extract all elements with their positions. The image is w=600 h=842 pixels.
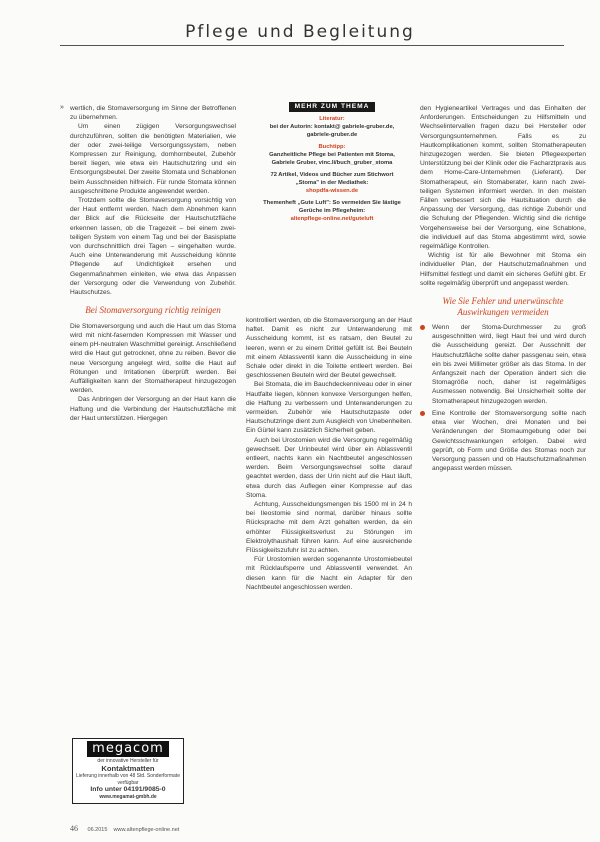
info-box-heading: MEHR ZUM THEMA bbox=[289, 102, 376, 112]
info-box bbox=[262, 102, 402, 300]
paragraph: Die Stomaversorgung und auch die Haut um das Stoma wird mit nicht-fasernden Kompressen mit Wasser und einem pH-neutralen Waschmittel gereinigt. Anschließend wird die Haut gut getrocknet, ohne zu reiben. Bevor die neue Versorgung angelegt wird, sollte die Haut auf Rötungen und Irritationen überprüft werden. Bei Auffälligkeiten kann der Stomatherapeut hinzugezogen werden. bbox=[70, 322, 236, 395]
issue-date: 06.2015 bbox=[87, 827, 108, 833]
column-middle bbox=[246, 316, 412, 839]
continuation-arrow-icon: » bbox=[60, 104, 64, 111]
list-item-text: Wenn der Stoma-Durchmesser zu groß ausgeschnitten wird, liegt Haut frei und wird durch die Ausscheidung gereizt. Der Ausschnitt der Hautschutzfläche sollte daher passgenau sein, etwa ein bis zwei Millimeter größer als das Stoma. In der Anfangszeit nach der Operation ändert sich die Stomagröße noch, daher ist regelmäßiges Ausmessen notwendig. Bei Unsicherheit sollte der Stomatherapeut hinzugezogen werden. bbox=[432, 324, 586, 405]
paragraph: Für Urostomien werden sogenannte Urostomiebeutel mit Rücklaufsperre und Ablassventil verwendet. An diesen kann für die Nacht ein Adapter für den Nachtbeutel angeschlossen werden. bbox=[246, 556, 412, 591]
page-number: 46 bbox=[70, 824, 78, 833]
paragraph: Bei Stomata, die im Bauchdeckenniveau oder in einer Hautfalte liegen, können konvexe Versorgungen helfen, die Haftung zu verbessern und Unterwanderungen zu vermeiden. Zubehör wie Hautschutzpaste oder Hautschutzringe dient zum Ausgleich von Unebenheiten. Ein Gürtel kann zusätzlich Sicherheit geben. bbox=[246, 381, 412, 435]
column-left bbox=[70, 104, 236, 754]
info-media bbox=[262, 171, 402, 195]
advertisement[interactable] bbox=[72, 738, 184, 804]
footer-website: www.altenpflege-online.net bbox=[113, 827, 180, 833]
paragraph: Trotzdem sollte die Stomaversorgung vorsichtig von der Haut entfernt werden. Nach dem Abnehmen kann der Blick auf die Rückseite der Hautschutzfläche erkennen lassen, ob die Tragezeit – bei einem zwei-teiligen System von einem Tag und bei der Basisplatte von durchschnittlich drei Tagen – eingehalten wurde. Auch eine Unterwanderung mit Ausscheidung könnte Pflegende auf Undichtigkeit ersehen und Gegenmaßnahmen einleiten, wie etwa das Anpassen der Versorgung oder die Verwendung von Zubehör. Hautschutzes. bbox=[70, 197, 236, 297]
media-link[interactable]: shopdfa-wissen.de bbox=[305, 188, 359, 194]
bullet-dot-icon bbox=[420, 325, 425, 330]
ad-phone: Info unter 04191/9085-0 bbox=[90, 786, 166, 794]
ad-logo: megacom bbox=[87, 741, 169, 757]
literature-text: bei der Autorin: kontakt@ gabriele-gruber.de, gabriele-gruber.de bbox=[269, 124, 395, 138]
page-footer bbox=[70, 824, 179, 833]
section-heading: Wie Sie Fehler und unerwünschte Auswirkungen vermeiden bbox=[442, 296, 564, 317]
list-item bbox=[420, 323, 586, 406]
paragraph: Wichtig ist für alle Bewohner mit Stoma ein individueller Plan, der Hautschutzmaßnahmen und Hilfsmittel festlegt und damit ein sicheres Gefühl gibt. Er sollte regelmäßig überprüft und angepasst werden. bbox=[420, 252, 586, 287]
paragraph: Das Anbringen der Versorgung an der Haut kann die Haftung und die Verbindung der Hautschutzfläche mit der Haut unterstützen. Hiergegen bbox=[70, 396, 236, 422]
paragraph: wertlich, die Stomaversorgung im Sinne der Betroffenen zu übernehmen. bbox=[70, 105, 236, 122]
info-literature bbox=[262, 115, 402, 139]
paragraph: Achtung, Ausscheidungsmengen bis 1500 ml in 24 h bei Ileostomie sind normal, darüber hinaus sollte Rücksprache mit dem Arzt gehalten werden, da ein erhöhter Flüssigkeitsverlust zu Störungen im Elektrolythaushalt führen kann. Auf eine ausreichende Flüssigkeitszufuhr ist zu achten. bbox=[246, 501, 412, 555]
title-rule bbox=[60, 45, 564, 46]
media-text: 72 Artikel, Videos und Bücher zum Stichwort „Stoma" in der Mediathek: bbox=[270, 172, 394, 186]
paragraph: Auch bei Urostomien wird die Versorgung regelmäßig gewechselt. Der Urinbeutel wird über ein Ablassventil entleert, nachts kann ein Nachtbeutel angeschlossen werden. Beim Versorgungswechsel sollte darauf geachtet werden, dass der Urin nicht auf die Haut läuft, etwa durch das Auflegen einer Kompresse auf das Stoma. bbox=[246, 436, 412, 499]
theme-text: Themenheft „Gute Luft": So vermeiden Sie lästige Gerüche im Pflegeheim: bbox=[263, 200, 401, 214]
tips-list bbox=[420, 323, 586, 473]
page-title: Pflege und Begleitung bbox=[185, 22, 415, 42]
ad-tagline: der innovative Hersteller für bbox=[97, 758, 159, 764]
info-book bbox=[262, 143, 402, 167]
paragraph: kontrolliert werden, ob die Stomaversorgung an der Haut haftet. Damit es nicht zur Unterwanderung mit Ausscheidung kommt, ist es ratsam, den Beutel zu leeren, wenn er zu einem Drittel gefüllt ist. Bei Beuteln mit einem Ablassventil kann die Ausscheidung in eine Schale oder direkt in die Toilette entleert werden. Bei geschlossenen Beuteln wird der Beutel gewechselt. bbox=[246, 317, 412, 380]
ad-url[interactable]: www.megamat-gmbh.de bbox=[99, 794, 157, 801]
theme-link[interactable]: altenpflege-online.net/guteluft bbox=[290, 216, 374, 222]
section-heading: Bei Stomaversorgung richtig reinigen bbox=[85, 305, 221, 316]
ad-title: Kontaktmatten bbox=[101, 764, 155, 774]
list-item-text: Eine Kontrolle der Stomaversorgung sollte nach etwa vier Wochen, drei Monaten und bei Veränderungen der Stomaumgebung oder bei Gewichtsschwankungen erfolgen. Dabei wird geprüft, ob Form und Größe des Stomas noch zur Versorgung passen und ob Hautschutzmaßnahmen angepasst werden müssen. bbox=[432, 409, 586, 473]
paragraph: den Hygieneartikel Vertrages und das Einhalten der Anforderungen. Entscheidungen zu Hilfsmitteln und Wechselintervallen fragen dazu bei Hersteller oder Versorgungsunternehmen. Falls es zu Hautkomplikationen kommt, sollten Stomatherapeuten hinzugezogen werden. Sie bieten Pflegeexperten Unterstützung bei der Klinik oder die Facharztpraxis aus dem Home-Care-Unternehmen (Lieferant). Der Stomatherapeut, ein Stomaberater, kann nach zwei-teiligen Systemen informiert werden. In den meisten Fällen verbessert sich die Hautsituation durch die Anpassung der Versorgung, das richtige Zubehör und die Schulung der Pflegenden. Wichtig sind die richtige Vorgehensweise bei der Versorgung, eine Schablone, die individuell auf das Stoma abgestimmt wird, sowie regelmäßige Kontrollen. bbox=[420, 105, 586, 251]
info-theme bbox=[262, 199, 402, 223]
ad-subtitle: Lieferung innerhalb von 48 Std. Sonderformate verfügbar bbox=[76, 773, 180, 786]
book-label: Buchtipp: bbox=[318, 144, 346, 150]
paragraph: Um einen zügigen Versorgungswechsel durchzuführen, sollten die benötigten Materialien, wie der oder zwei-teilige Versorgungssystem, neben Kompressen zur Reinigung, domhornbeutel, Zubehör bereit liegen, wie etwa ein Hautschutzring und ein Entsorgungsbeutel. Der zweite Stomata und Schablonen beim Ausschneiden hilfreich. Für runde Stomata können ausgeschnittene Produkte angewendet werden. bbox=[70, 123, 236, 195]
list-item bbox=[420, 409, 586, 473]
literature-label: Literatur: bbox=[319, 116, 345, 122]
book-text: Ganzheitliche Pflege bei Patienten mit Stoma, Gabriele Gruber, vinc.li/buch_gruber_stoma bbox=[269, 152, 395, 166]
bullet-dot-icon bbox=[420, 411, 425, 416]
column-right bbox=[420, 104, 586, 839]
